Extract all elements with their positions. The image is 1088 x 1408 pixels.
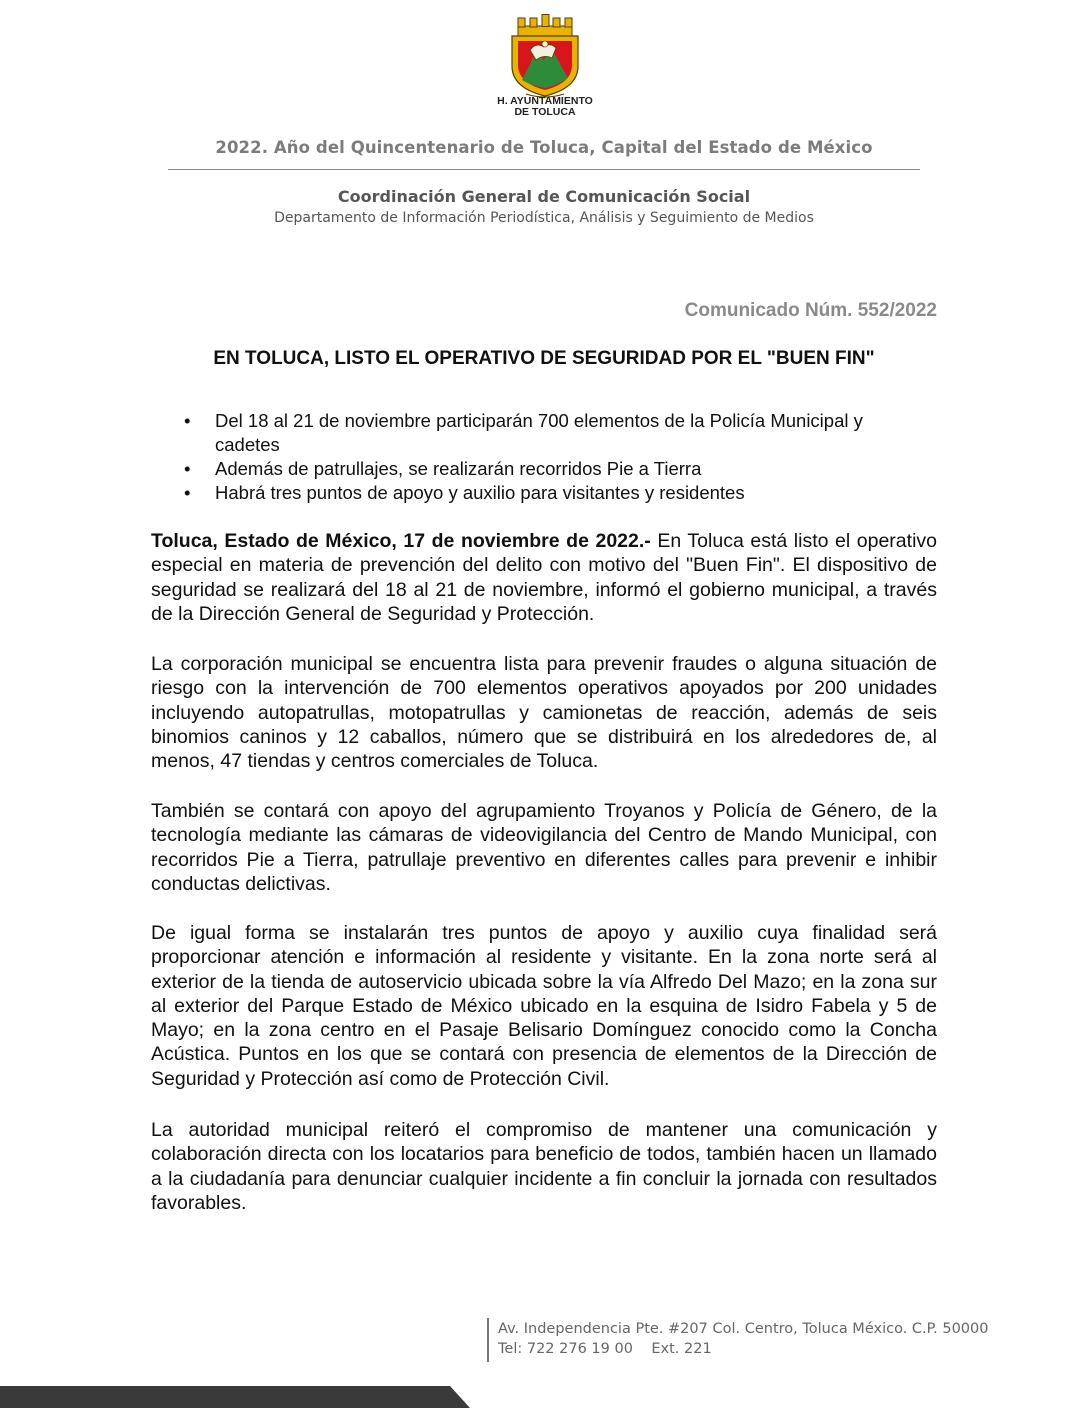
footer-decorative-band [0,1384,470,1408]
paragraph-1-text: En Toluca está listo el operativo especial en materia de prevención del delito con motivo del "Buen Fin". El dispositivo de seguridad se realizará del 18 al 21 de noviembre, informó el gobierno municipal, a través de la Dirección General de Seguridad y Protección. [151,530,937,625]
footer-phone: Tel: 722 276 19 00 Ext. 221 [498,1341,712,1357]
header-divider [168,169,920,170]
bullet-item [180,481,920,505]
bullet-item [180,409,920,457]
bullet-icon: • [184,482,191,503]
bullet-text: Además de patrullajes, se realizarán recorridos Pie a Tierra [215,458,702,479]
bullet-icon: • [184,458,191,479]
body-paragraph-2: La corporación municipal se encuentra lista para prevenir fraudes o alguna situación de riesgo con la intervención de 700 elementos operativos apoyados por 200 unidades incluyendo autopatrullas, motopatrullas y camionetas de reacción, además de seis binomios caninos y 12 caballos, número que se distribuirá en los alrededores de, al menos, 47 tiendas y centros comerciales de Toluca. [151,653,937,773]
body-paragraph-4: De igual forma se instalarán tres puntos de apoyo y auxilio cuya finalidad será proporcionar atención e información al residente y visitante. En la zona norte será al exterior de la tienda de autoservicio ubicada sobre la vía Alfredo Del Mazo; en la zona sur al exterior del Parque Estado de México ubicado en la esquina de Isidro Fabela y 5 de Mayo; en la zona centro en el Pasaje Belisario Domínguez conocido como la Concha Acústica. Puntos en los que se contará con presencia de elementos de la Dirección de Seguridad y Protección así como de Protección Civil. [151,922,937,1090]
body-paragraph-3: También se contará con apoyo del agrupamiento Troyanos y Policía de Género, de la tecnología mediante las cámaras de videovigilancia del Centro de Mando Municipal, con recorridos Pie a Tierra, patrullaje preventivo en diferentes calles para prevenir e inhibir conductas delictivas. [151,800,937,895]
footer-divider [487,1318,489,1362]
footer-address: Av. Independencia Pte. #207 Col. Centro, Toluca México. C.P. 50000 [498,1321,989,1337]
logo-caption [460,96,630,118]
dateline: Toluca, Estado de México, 17 de noviembre de 2022.- [151,530,651,552]
department-title: Coordinación General de Comunicación Social [337,187,751,206]
press-release-number: Comunicado Núm. 552/2022 [684,300,937,321]
bullet-item [180,457,920,481]
bullet-text: Habrá tres puntos de apoyo y auxilio para visitantes y residentes [215,482,745,503]
headline: EN TOLUCA, LISTO EL OPERATIVO DE SEGURIDAD POR EL "BUEN FIN" [213,348,875,369]
body-paragraph-1 [151,529,937,626]
logo-caption-line1: H. AYUNTAMIENTO [497,95,593,107]
bullet-text: Del 18 al 21 de noviembre participarán 700 elementos de la Policía Municipal y cadetes [215,410,863,455]
year-banner: 2022. Año del Quincentenario de Toluca, Capital del Estado de México [215,138,873,157]
summary-bullet-list [180,409,920,505]
department-subtitle: Departamento de Información Periodística, Análisis y Seguimiento de Medios [274,210,814,226]
toluca-coat-of-arms-logo [506,14,584,98]
logo-caption-line2: DE TOLUCA [514,106,576,118]
bullet-icon: • [184,410,191,431]
body-paragraph-5: La autoridad municipal reiteró el compromiso de mantener una comunicación y colaboración directa con los locatarios para beneficio de todos, también hacen un llamado a la ciudadanía para denunciar cualquier incidente a fin concluir la jornada con resultados favorables. [151,1119,937,1214]
crown-icon [518,15,572,37]
